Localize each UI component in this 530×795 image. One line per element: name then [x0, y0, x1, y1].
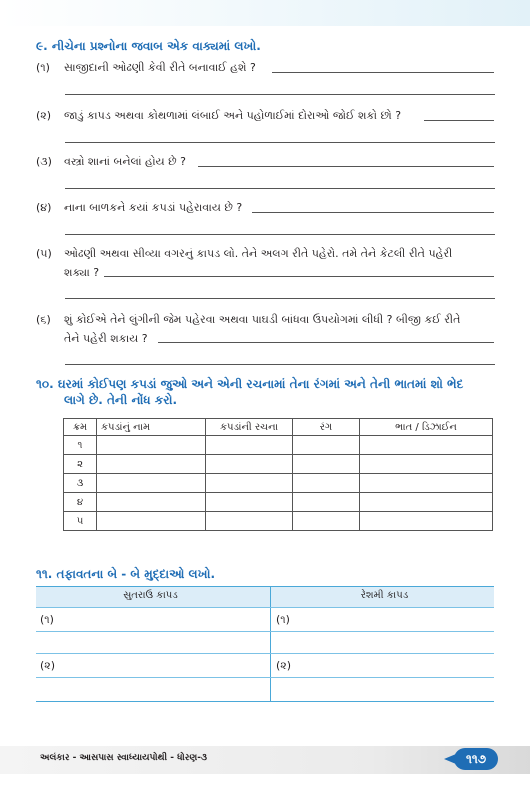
- cotton-point-1-label: (૧): [40, 613, 54, 626]
- top-band: [0, 0, 530, 26]
- cell-input[interactable]: [206, 436, 293, 455]
- question-4: [36, 198, 496, 217]
- cell-input[interactable]: [293, 455, 360, 474]
- question-5-text-cont: શક્યા ?: [64, 266, 100, 279]
- answer-line-2b[interactable]: [65, 142, 495, 143]
- footer-title: અલંકાર - આસપાસ સ્વાધ્યાયપોથી - ધોરણ-૩: [40, 753, 207, 763]
- comparison-table: [36, 586, 494, 702]
- question-3-text: વસ્ત્રો શાનાં બનેલાં હોય છે ?: [64, 155, 186, 168]
- silk-point-2-label: (૨): [276, 659, 292, 672]
- cell-input[interactable]: [293, 436, 360, 455]
- comparison-divider: [270, 587, 271, 701]
- section-10-heading-line-1: ૧૦. ઘરમાં કોઈપણ કપડાં જુઓ અને એની રચનામાં તેના રંગમાં અને તેની ભાતમાં શો ભેદ: [36, 377, 464, 391]
- row-number: ૫: [64, 512, 97, 531]
- cell-input[interactable]: [206, 493, 293, 512]
- row-number: ૧: [64, 436, 97, 455]
- answer-line-1a[interactable]: [272, 72, 494, 73]
- answer-line-5a[interactable]: [104, 276, 494, 277]
- section-11-heading: ૧૧. તફાવતના બે - બે મુદ્દાઓ લખો.: [36, 567, 216, 581]
- question-3-number: (૩): [36, 155, 52, 168]
- silk-point-1-label: (૧): [276, 613, 290, 626]
- answer-line-4b[interactable]: [65, 234, 495, 235]
- cell-input[interactable]: [360, 493, 493, 512]
- question-1-number: (૧): [36, 61, 50, 74]
- col-serial: ક્રમ: [64, 419, 97, 436]
- table-row: [64, 493, 493, 512]
- cell-input[interactable]: [293, 474, 360, 493]
- question-4-text: નાના બાળકને કયાં કપડાં પહેરાવાય છે ?: [64, 201, 243, 214]
- section-10-heading-line-2: લાગે છે. તેની નોંધ કરો.: [64, 393, 178, 407]
- col-cotton-cloth: સુતરાઉ કાપડ: [123, 590, 178, 601]
- answer-line-6b[interactable]: [65, 364, 495, 365]
- col-cloth-structure: કપડાંની રચના: [206, 419, 293, 436]
- cell-input[interactable]: [360, 474, 493, 493]
- col-pattern-design: ભાત / ડિઝાઈન: [360, 419, 493, 436]
- cell-input[interactable]: [206, 512, 293, 531]
- answer-line-2a[interactable]: [424, 120, 494, 121]
- cell-input[interactable]: [97, 493, 206, 512]
- question-6-text-cont: તેને પહેરી શકાય ?: [64, 332, 148, 345]
- question-3: [36, 152, 496, 171]
- answer-line-4a[interactable]: [252, 212, 494, 213]
- comparison-line[interactable]: [36, 653, 494, 654]
- row-number: ૨: [64, 455, 97, 474]
- col-cloth-name: કપડાંનું નામ: [97, 419, 206, 436]
- question-4-number: (૪): [36, 201, 52, 214]
- cotton-point-2-label: (૨): [40, 659, 56, 672]
- answer-line-6a[interactable]: [158, 342, 494, 343]
- col-silk-cloth: રેશમી કાપડ: [360, 590, 409, 601]
- question-2-text: જાડું કાપડ અથવા કોથળામાં લંબાઈ અને પહોળાઈમાં દોરાઓ જોઈ શકો છો ?: [64, 109, 402, 122]
- question-2: [36, 106, 496, 125]
- row-number: ૪: [64, 493, 97, 512]
- answer-line-5b[interactable]: [65, 298, 495, 299]
- section-9-heading: ૯. નીચેના પ્રશ્નોના જવાબ એક વાક્યમાં લખો.: [36, 39, 261, 53]
- cell-input[interactable]: [206, 455, 293, 474]
- answer-line-3a[interactable]: [198, 166, 494, 167]
- row-number: ૩: [64, 474, 97, 493]
- comparison-line[interactable]: [36, 631, 494, 632]
- table-row: [64, 455, 493, 474]
- cell-input[interactable]: [206, 474, 293, 493]
- answer-line-1b[interactable]: [65, 94, 495, 95]
- cell-input[interactable]: [97, 512, 206, 531]
- question-6-number: (૬): [36, 313, 51, 326]
- table-row: [64, 512, 493, 531]
- comparison-line[interactable]: [36, 677, 494, 678]
- question-2-number: (૨): [36, 109, 52, 122]
- cell-input[interactable]: [97, 474, 206, 493]
- answer-line-3b[interactable]: [65, 188, 495, 189]
- question-5-text: ઓઢણી અથવા સીવ્યા વગરનું કાપડ લો. તેને અલગ રીતે પહેરો. તમે તેને કેટલી રીતે પહેરી: [64, 247, 453, 260]
- cell-input[interactable]: [360, 436, 493, 455]
- question-1-text: સાજીદાની ઓઢણી કેવી રીતે બનાવાઈ હશે ?: [64, 61, 256, 74]
- question-6-text: શું કોઈએ તેને લુંગીની જેમ પહેરવા અથવા પાઘડી બાંધવા ઉપયોગમાં લીધી ? બીજી કઈ રીતે: [64, 313, 461, 326]
- page-number: ૧૧૭: [454, 748, 498, 770]
- clothes-table: [63, 418, 493, 531]
- table-row: [64, 474, 493, 493]
- cell-input[interactable]: [293, 493, 360, 512]
- cell-input[interactable]: [293, 512, 360, 531]
- clothes-table-header: [64, 419, 493, 436]
- question-1: [36, 58, 496, 77]
- comparison-line: [36, 607, 494, 608]
- col-color: રંગ: [293, 419, 360, 436]
- section-10-heading: [36, 376, 506, 408]
- cell-input[interactable]: [360, 455, 493, 474]
- cell-input[interactable]: [360, 512, 493, 531]
- cell-input[interactable]: [97, 455, 206, 474]
- table-row: [64, 436, 493, 455]
- cell-input[interactable]: [97, 436, 206, 455]
- question-5-number: (૫): [36, 247, 52, 260]
